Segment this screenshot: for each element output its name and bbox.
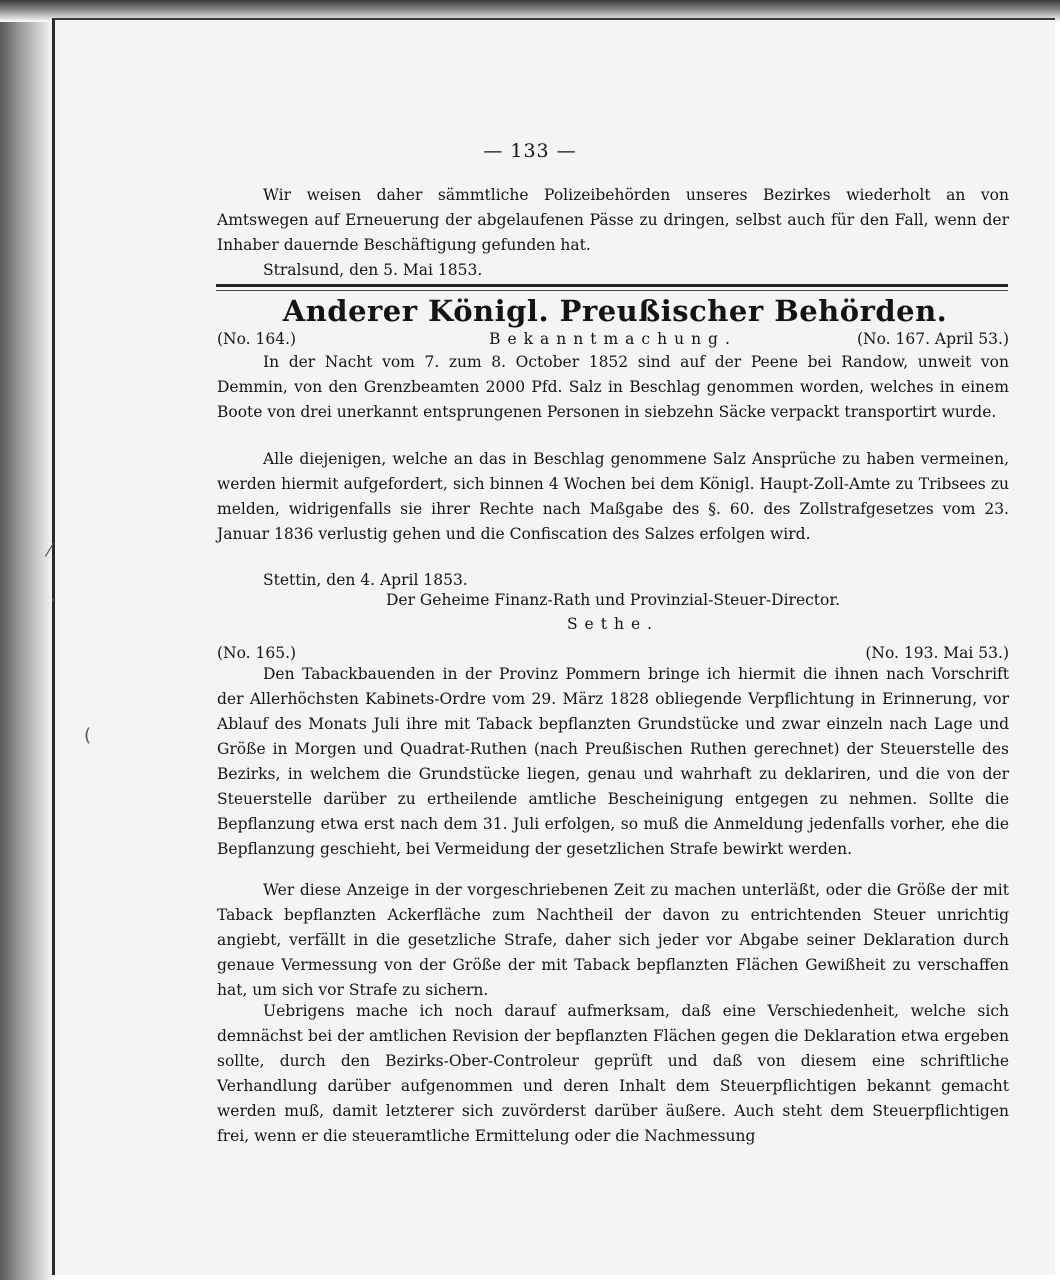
page-edge-shadow bbox=[0, 0, 56, 1280]
notice-164-dateline: Stettin, den 4. April 1853. bbox=[263, 571, 468, 589]
notice-165-number-right: (No. 193. Mai 53.) bbox=[865, 644, 1009, 662]
notice-165-paragraph-2: Wer diese Anzeige in der vorgeschriebenen Zeit zu machen unterläßt, oder die Größe der mit Taback bepflanzten Ackerfläche zum Nachtheil der davon zu entrichtenden Steuer unrichtig angiebt, verfällt in die gesetzliche Strafe, daher sich jeder vor Abgabe seiner Deklaration durch genaue Vermessung von der Größe der mit Taback bepflanzten Flächen Gewißheit zu verschaffen hat, um sich vor Strafe zu sichern. bbox=[217, 881, 1009, 999]
margin-mark-icon: ( bbox=[84, 725, 92, 746]
notice-164-signatory-name: Sethe. bbox=[566, 615, 660, 633]
notice-164-signatory-title: Der Geheime Finanz-Rath und Provinzial-Steuer-Director. bbox=[385, 591, 841, 609]
intro-dateline: Stralsund, den 5. Mai 1853. bbox=[263, 261, 483, 279]
margin-mark-icon: ⁄ bbox=[48, 540, 52, 561]
section-heading: Anderer Königl. Preußischer Behörden. bbox=[282, 294, 948, 328]
heading-rule-thin bbox=[216, 290, 1008, 291]
margin-mark-icon: · bbox=[50, 590, 56, 611]
heading-rule-thick bbox=[216, 284, 1008, 287]
notice-164-number-right: (No. 167. April 53.) bbox=[856, 330, 1009, 348]
notice-164-paragraph-1: In der Nacht vom 7. zum 8. October 1852 sind auf der Peene bei Randow, unweit von Demmin, von den Grenzbeamten 2000 Pfd. Salz in Beschlag genommen worden, welches in einem Boote von drei unerkannt entsprungenen Personen in siebzehn Säcke verpackt transportirt wurde. bbox=[217, 353, 1009, 421]
notice-164-title: Bekanntmachung. bbox=[489, 330, 737, 348]
notice-164-paragraph-2: Alle diejenigen, welche an das in Beschlag genommene Salz Ansprüche zu haben vermeinen, werden hiermit aufgefordert, sich binnen 4 Wochen bei dem Königl. Haupt-Zoll-Amte zu Tribsees zu melden, widrigenfalls sie ihrer Rechte nach Maßgabe des §. 60. des Zollstrafgesetzes vom 23. Januar 1836 verlustig gehen und die Confiscation des Salzes erfolgen wird. bbox=[217, 450, 1009, 543]
notice-165-paragraph-1: Den Tabackbauenden in der Provinz Pommern bringe ich hiermit die ihnen nach Vorschrift der Allerhöchsten Kabinets-Ordre vom 29. März 1828 obliegende Verpflichtung in Erinnerung, vor Ablauf des Monats Juli ihre mit Taback bepflanzten Grundstücke und zwar einzeln nach Lage und Größe in Morgen und Quadrat-Ruthen (nach Preußischen Ruthen gerechnet) der Steuerstelle des Bezirks, in welchem die Grundstücke liegen, genau und wahrhaft zu deklariren, und die von der Steuerstelle darüber zu ertheilende amtliche Bescheinigung entgegen zu nehmen. Sollte die Bepflanzung etwa erst nach dem 31. Juli erfolgen, so muß die Anmeldung jedenfalls vorher, ehe die Bepflanzung geschieht, bei Vermeidung der gesetzlichen Strafe bewirkt werden. bbox=[217, 665, 1009, 858]
page-number: — 133 — bbox=[483, 140, 577, 162]
notice-165-number-left: (No. 165.) bbox=[217, 644, 297, 662]
notice-165-paragraph-3: Uebrigens mache ich noch darauf aufmerksam, daß eine Verschiedenheit, welche sich demnächst bei der amtlichen Revision der bepflanzten Flächen gegen die Deklaration etwa ergeben sollte, durch den Bezirks-Ober-Controleur geprüft und daß von diesem eine schriftliche Verhandlung darüber aufgenommen und deren Inhalt dem Steuerpflichtigen bekannt gemacht werden muß, damit letzterer sich zuvörderst darüber äußere. Auch steht dem Steuerpflichtigen frei, wenn er die steueramtliche Ermittelung oder die Nachmessung bbox=[217, 1002, 1009, 1145]
intro-paragraph: Wir weisen daher sämmtliche Polizeibehörden unseres Bezirkes wiederholt an von Amtswegen auf Erneuerung der abgelaufenen Pässe zu dringen, selbst auch für den Fall, wenn der Inhaber dauernde Beschäftigung gefunden hat. bbox=[217, 186, 1009, 254]
notice-164-number-left: (No. 164.) bbox=[217, 330, 297, 348]
